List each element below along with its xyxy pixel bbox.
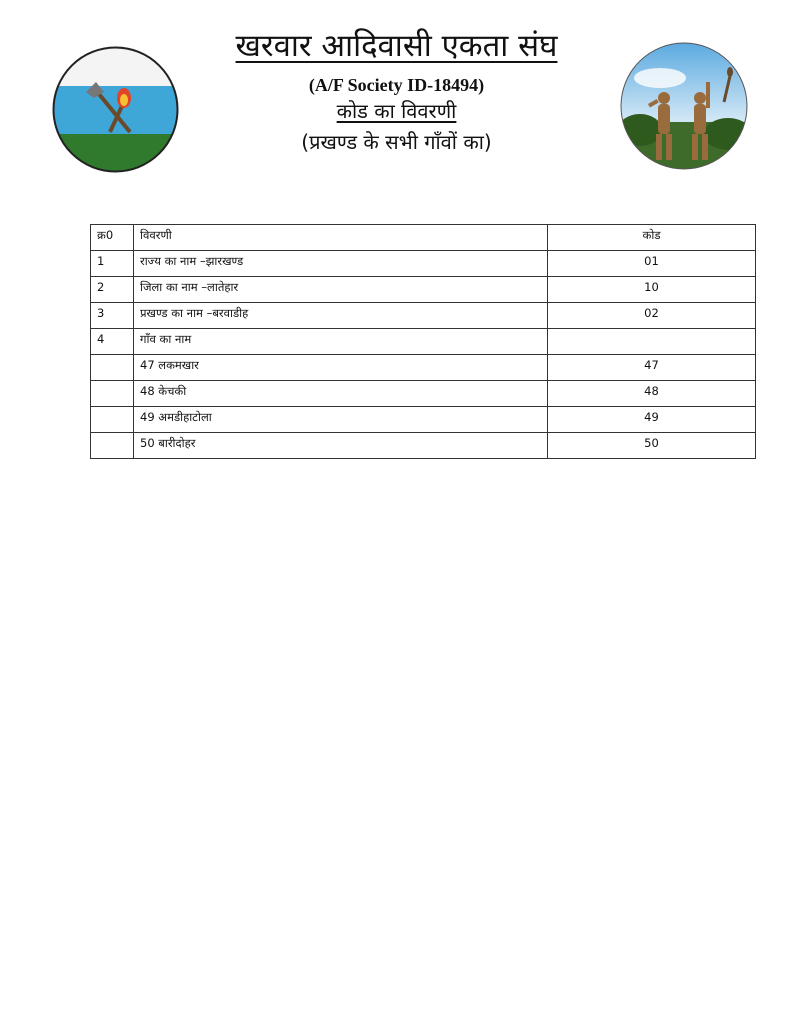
cell-description: 48 केचकी (134, 381, 548, 407)
table-row (91, 381, 756, 407)
cell-serial: 1 (91, 251, 134, 277)
cell-serial (91, 381, 134, 407)
table-row (91, 303, 756, 329)
cell-code: 01 (548, 251, 756, 277)
cell-description: प्रखण्ड का नाम –बरवाडीह (134, 303, 548, 329)
table-row (91, 251, 756, 277)
cell-code: 10 (548, 277, 756, 303)
cell-serial (91, 355, 134, 381)
cell-serial (91, 433, 134, 459)
cell-description: राज्य का नाम –झारखण्ड (134, 251, 548, 277)
society-id: (A/F Society ID-18494) (308, 75, 485, 95)
cell-code: 02 (548, 303, 756, 329)
table-row (91, 355, 756, 381)
table-row (91, 277, 756, 303)
cell-serial: 4 (91, 329, 134, 355)
cell-serial: 2 (91, 277, 134, 303)
cell-code (548, 329, 756, 355)
cell-serial (91, 407, 134, 433)
page-subtitle: कोड का विवरणी (336, 99, 457, 123)
header-description: विवरणी (134, 225, 548, 251)
cell-description: 47 लकमखार (134, 355, 548, 381)
cell-code: 47 (548, 355, 756, 381)
page-title: खरवार आदिवासी एकता संघ (235, 28, 558, 64)
cell-description: 50 बारीदोहर (134, 433, 548, 459)
page-subtitle-scope: (प्रखण्ड के सभी गाँवों का) (301, 130, 492, 154)
header-serial: क्र0 (91, 225, 134, 251)
cell-description: गाँव का नाम (134, 329, 548, 355)
cell-code: 49 (548, 407, 756, 433)
code-table (90, 224, 756, 459)
table-row (91, 433, 756, 459)
table-row (91, 329, 756, 355)
cell-serial: 3 (91, 303, 134, 329)
cell-description: जिला का नाम –लातेहार (134, 277, 548, 303)
cell-description: 49 अमडीहाटोला (134, 407, 548, 433)
table-header-row (91, 225, 756, 251)
cell-code: 48 (548, 381, 756, 407)
header-code: कोड (548, 225, 756, 251)
table-row (91, 407, 756, 433)
cell-code: 50 (548, 433, 756, 459)
